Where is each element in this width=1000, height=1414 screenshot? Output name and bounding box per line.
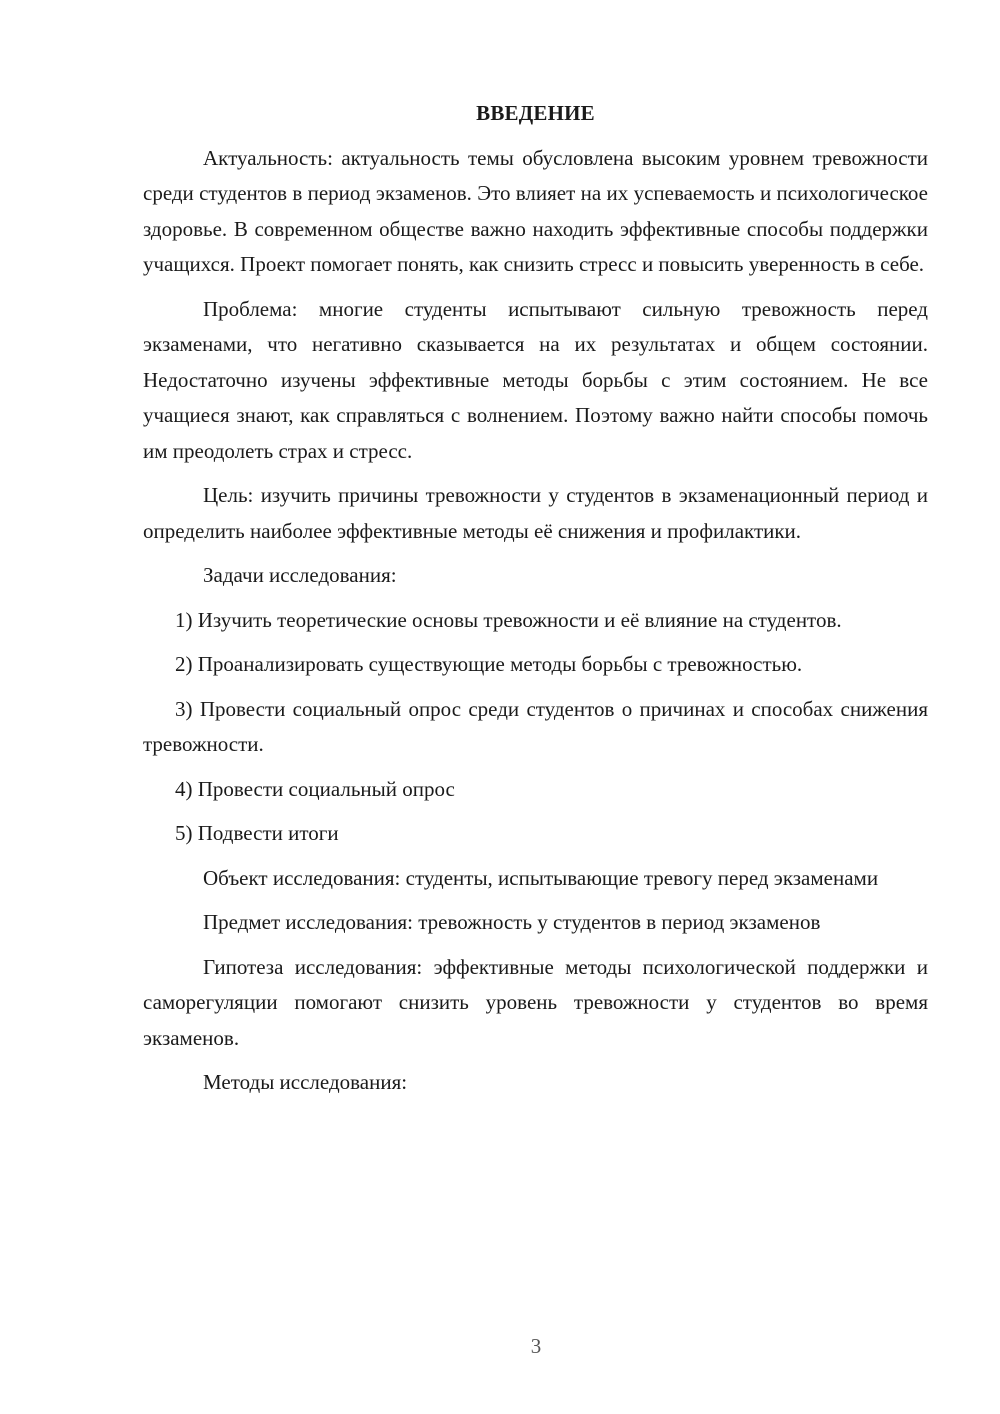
task-item: 4) Провести социальный опрос: [175, 776, 455, 801]
task-item: 5) Подвести итоги: [175, 821, 339, 845]
tasks-heading: Задачи исследования:: [203, 563, 397, 587]
page-title: ВВЕДЕНИЕ: [476, 101, 595, 125]
document-page: [143, 96, 928, 1110]
task-item: 2) Проанализировать существующие методы борьбы с тревожностью.: [175, 652, 803, 676]
paragraph-object: Объект исследования: студенты, испытывающие тревогу перед экзаменами: [203, 865, 879, 890]
tasks-list: [143, 603, 928, 852]
task-item: 1) Изучить теоретические основы тревожности и её влияние на студентов.: [175, 607, 842, 632]
paragraph-subject: Предмет исследования: тревожность у студентов в период экзаменов: [203, 910, 821, 934]
paragraph-problem: Проблема: многие студенты испытывают сильную тревожность перед экзаменами, что негативно сказывается на их результатах и общем состоянии. Недостаточно изучены эффективные методы борьбы с этим состоянием. Не все учащиеся знают, как справляться с волнением. Поэтому важно найти способы помочь им преодолеть страх и стресс.: [143, 296, 928, 463]
paragraph-hypothesis: Гипотеза исследования: эффективные методы психологической поддержки и саморегуляции помогают снизить уровень тревожности у студентов во время экзаменов.: [143, 954, 928, 1050]
paragraph-relevance: Актуальность: актуальность темы обусловлена высоким уровнем тревожности среди студентов в период экзаменов. Это влияет на их успеваемость и психологическое здоровье. В современном обществе важно находить эффективные способы поддержки учащихся. Проект помогает понять, как снизить стресс и повысить уверенность в себе.: [143, 145, 928, 276]
task-item: 3) Провести социальный опрос среди студентов о причинах и способах снижения тревожности.: [143, 696, 928, 756]
methods-heading: Методы исследования:: [203, 1070, 408, 1094]
page-number: 3: [530, 1334, 542, 1358]
paragraph-goal: Цель: изучить причины тревожности у студентов в экзаменационный период и определить наиболее эффективные методы её снижения и профилактики.: [143, 483, 928, 543]
